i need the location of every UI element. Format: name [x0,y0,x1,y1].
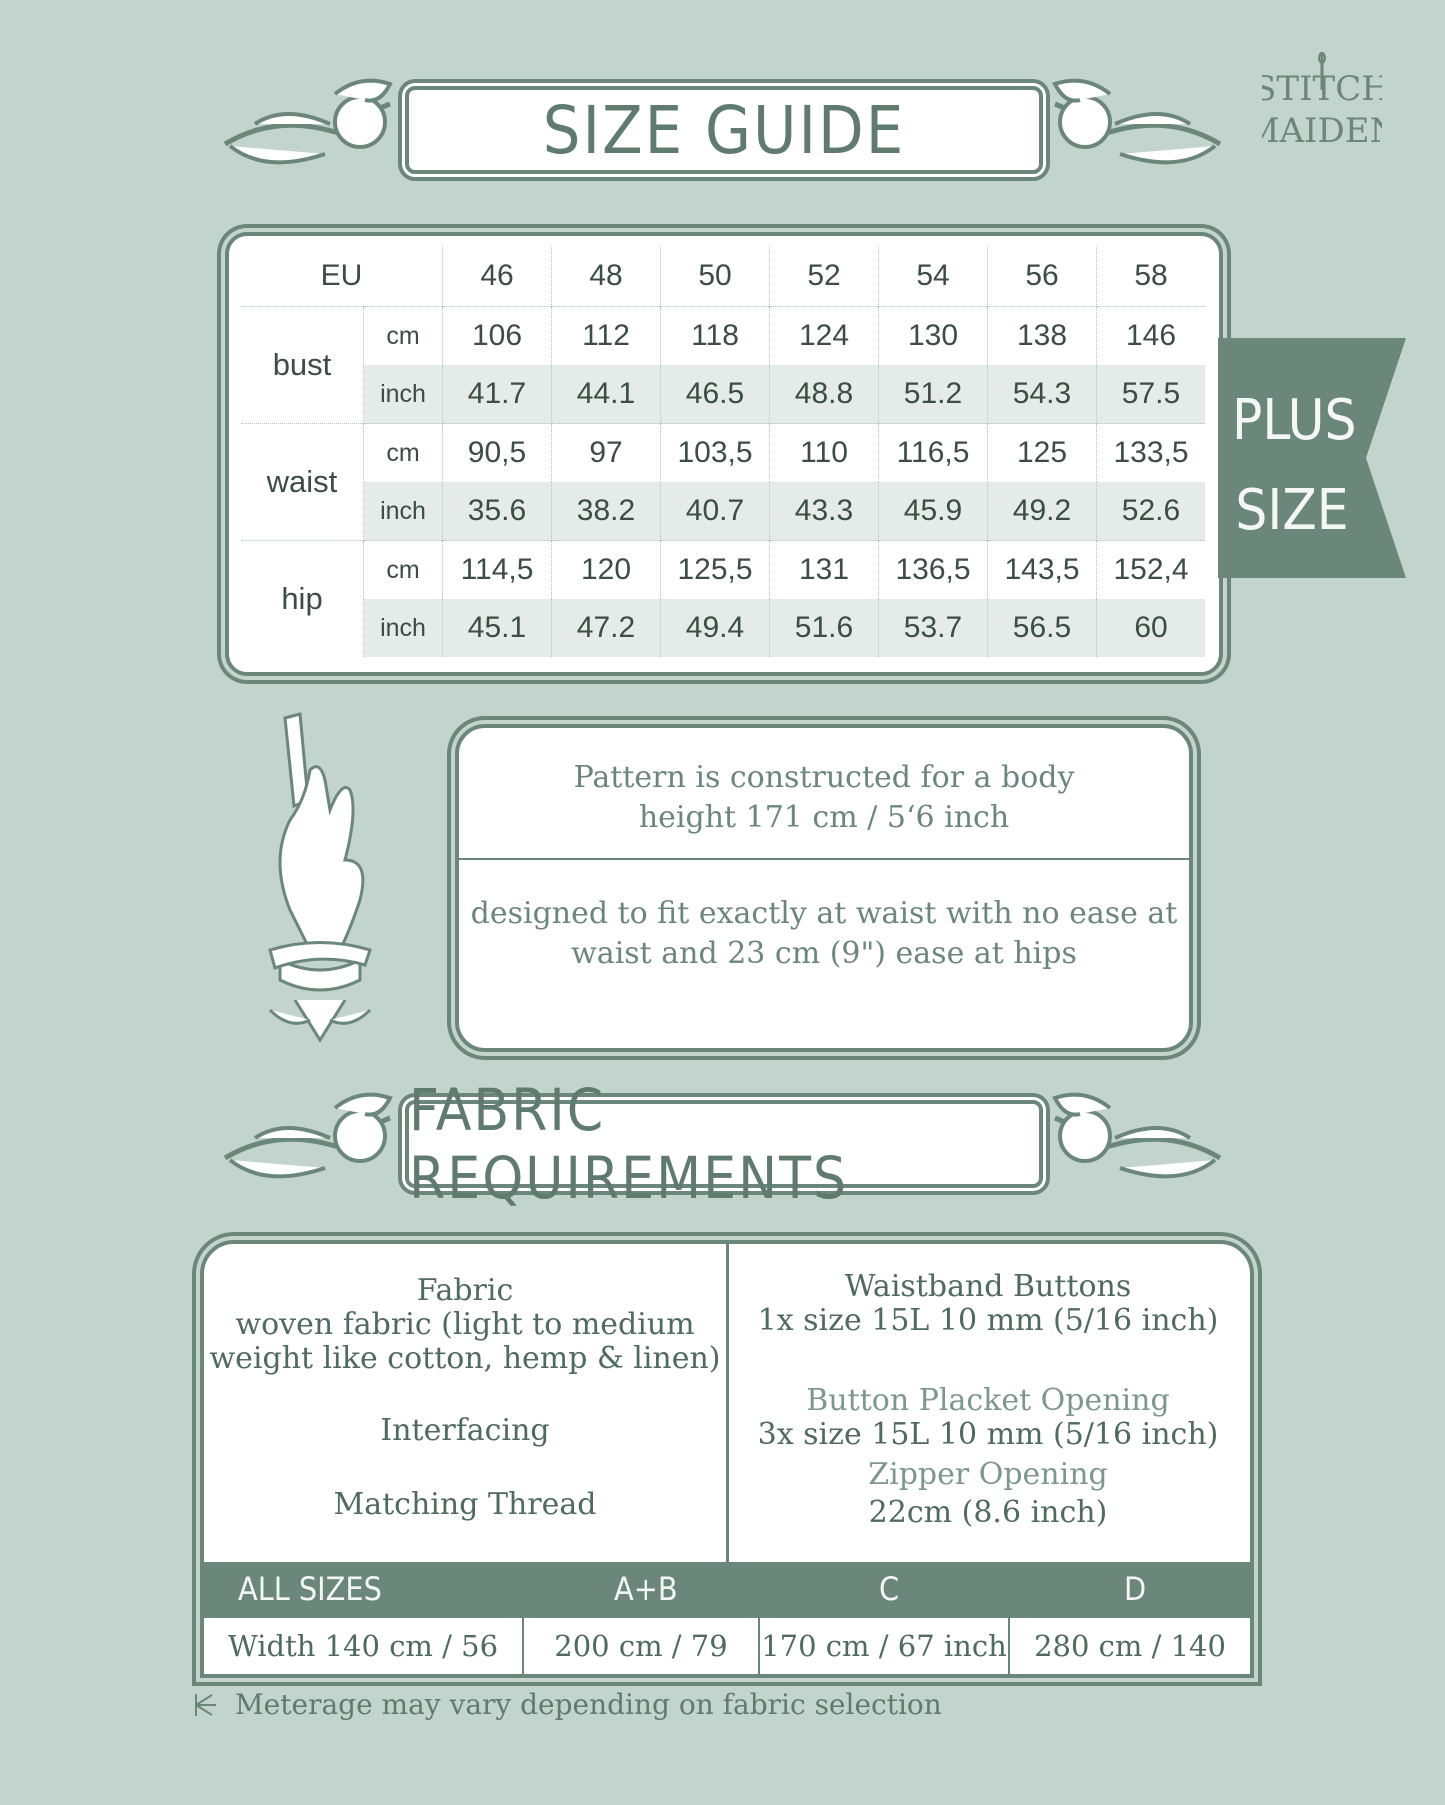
table-cell: 51.2 [879,365,988,424]
fabric-requirements-title: FABRIC REQUIREMENTS [405,1100,1043,1188]
col-d: D [1124,1570,1147,1608]
col-a-b: A+B [614,1570,678,1608]
left-flower-ornament-2 [215,1088,415,1198]
right-flower-ornament [1030,74,1230,184]
table-cell: 48.8 [770,365,879,424]
table-cell: 124 [770,307,879,366]
waistband-title: Waistband Buttons [844,1269,1132,1304]
value-c: 170 cm / 67 inch [760,1618,1010,1674]
table-cell: 118 [661,307,770,366]
table-row [241,424,1205,483]
leaf-icon [192,1690,222,1720]
info-text-top [459,758,1189,838]
table-cell: 57.5 [1097,365,1206,424]
thread-label: Matching Thread [333,1487,597,1522]
table-cell: 112 [552,307,661,366]
table-cell: 52.6 [1097,482,1206,541]
table-cell: 60 [1097,599,1206,657]
table-header-row [241,246,1205,307]
fabric-requirements-box [200,1240,1254,1678]
table-cell: 136,5 [879,541,988,600]
size-guide-title: SIZE GUIDE [405,86,1043,174]
table-row [241,599,1205,657]
interfacing-label: Interfacing [380,1413,550,1448]
stitch-maiden-logo [1262,50,1382,165]
size-header-cell: 50 [661,246,770,307]
table-cell: 46.5 [661,365,770,424]
eu-header-label: EU [320,259,363,292]
table-row [241,365,1205,424]
plus-size-label [1232,376,1357,556]
fabric-right-col [729,1270,1247,1338]
left-flower-ornament [215,74,415,184]
fabric-size-values [204,1618,1250,1674]
table-cell: 138 [988,307,1097,366]
fabric-size-header [204,1562,1250,1618]
measurement-group-label: bust [241,307,364,424]
table-cell: 152,4 [1097,541,1206,600]
table-row [241,307,1205,366]
size-header-cell: 52 [770,246,879,307]
unit-label: inch [364,482,443,541]
col-c: C [879,1570,900,1608]
table-cell: 130 [879,307,988,366]
info-line-2: height 171 cm / 5‘6 inch [638,800,1010,835]
table-cell: 116,5 [879,424,988,483]
size-header-cell: 58 [1097,246,1206,307]
fabric-left-col [204,1274,726,1376]
table-cell: 114,5 [443,541,552,600]
needle-icon [1262,50,1382,160]
fabric-desc-2: weight like cotton, hemp & linen) [209,1341,721,1376]
fabric-title: Fabric [416,1273,514,1308]
table-cell: 125,5 [661,541,770,600]
info-line-4: waist and 23 cm (9") ease at hips [571,936,1077,971]
unit-label: cm [364,541,443,600]
size-header-cell: 46 [443,246,552,307]
table-cell: 53.7 [879,599,988,657]
size-label: SIZE [1235,478,1349,543]
table-cell: 90,5 [443,424,552,483]
size-header-cell: 48 [552,246,661,307]
size-header-cell: 56 [988,246,1097,307]
table-cell: 106 [443,307,552,366]
table-row [241,541,1205,600]
waistband-desc: 1x size 15L 10 mm (5/16 inch) [757,1303,1219,1338]
table-cell: 49.2 [988,482,1097,541]
table-cell: 45.9 [879,482,988,541]
table-cell: 45.1 [443,599,552,657]
table-cell: 143,5 [988,541,1097,600]
table-cell: 41.7 [443,365,552,424]
table-cell: 47.2 [552,599,661,657]
table-cell: 125 [988,424,1097,483]
table-cell: 97 [552,424,661,483]
meterage-note: Meterage may vary depending on fabric selection [235,1688,942,1721]
value-d: 280 cm / 140 [1034,1629,1226,1663]
value-all-sizes: Width 140 cm / 56 [204,1618,524,1674]
table-cell: 40.7 [661,482,770,541]
table-cell: 44.1 [552,365,661,424]
table-row [241,482,1205,541]
info-text-bottom [459,894,1189,974]
measurement-group-label: waist [241,424,364,541]
placket-title: Button Placket Opening [806,1383,1170,1418]
table-cell: 38.2 [552,482,661,541]
svg-text:STITCH: STITCH [1262,69,1382,109]
table-cell: 35.6 [443,482,552,541]
table-cell: 110 [770,424,879,483]
table-cell: 51.6 [770,599,879,657]
size-header-cell: 54 [879,246,988,307]
plus-label: PLUS [1232,388,1357,453]
zipper-title: Zipper Opening [868,1457,1108,1492]
unit-label: inch [364,599,443,657]
hand-tape-measure-illustration [250,710,400,1060]
table-cell: 43.3 [770,482,879,541]
table-cell: 133,5 [1097,424,1206,483]
table-cell: 131 [770,541,879,600]
info-divider [459,858,1189,860]
unit-label: cm [364,307,443,366]
table-cell: 54.3 [988,365,1097,424]
placket-desc: 3x size 15L 10 mm (5/16 inch) [757,1417,1219,1452]
measurement-group-label: hip [241,541,364,658]
col-all-sizes: ALL SIZES [238,1570,382,1608]
unit-label: cm [364,424,443,483]
fabric-desc-1: woven fabric (light to medium [235,1307,695,1342]
unit-label: inch [364,365,443,424]
table-cell: 103,5 [661,424,770,483]
table-cell: 49.4 [661,599,770,657]
table-cell: 120 [552,541,661,600]
zipper-desc: 22cm (8.6 inch) [868,1495,1108,1530]
info-line-3: designed to fit exactly at waist with no ease at [470,896,1178,931]
pattern-info-box [455,724,1193,1052]
table-cell: 146 [1097,307,1206,366]
right-flower-ornament-2 [1030,1088,1230,1198]
value-a-b: 200 cm / 79 [524,1618,760,1674]
size-table-frame [225,232,1223,676]
table-cell: 56.5 [988,599,1097,657]
svg-text:MAIDEN: MAIDE [1262,111,1370,151]
size-table [241,246,1205,657]
info-line-1: Pattern is constructed for a body [573,760,1075,795]
